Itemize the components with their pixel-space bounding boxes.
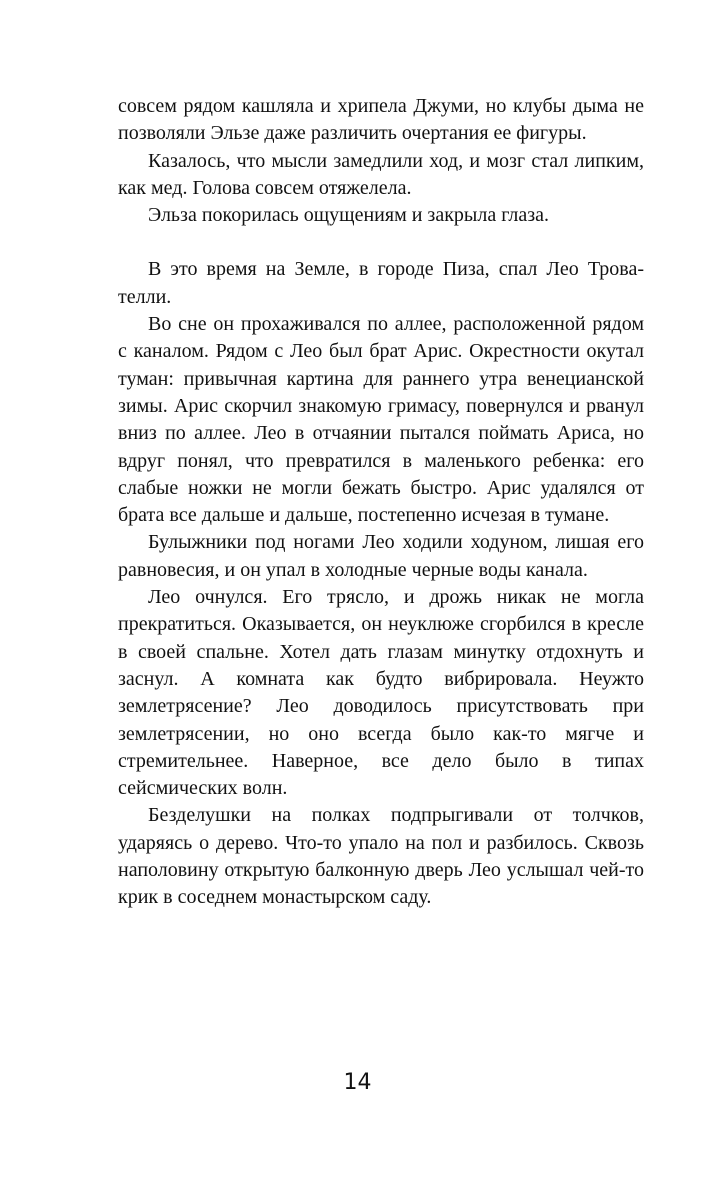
paragraph: Эльза покорилась ощущениям и закрыла глаза. — [148, 204, 550, 227]
section-break — [118, 229, 644, 256]
paragraph: Безделушки на полках подпрыгивали от толчков, ударяясь о дерево. Что-то упало на пол и разбилось. Сквозь наполовину открытую балконную дверь Лео услышал чей-то крик в соседнем монастырском саду. — [118, 804, 644, 909]
paragraph: Казалось, что мысли замедлили ход, и мозг стал липким, как мед. Голова совсем отяжелела. — [118, 149, 644, 199]
paragraph-continued: совсем рядом кашляла и хрипела Джуми, но клубы дыма не позволяли Эльзе даже различить очертания ее фигуры. — [118, 95, 644, 145]
page-number: 14 — [343, 1070, 372, 1095]
paragraph: Булыжники под ногами Лео ходили ходуном, лишая его равновесия, и он упал в холодные черные воды канала. — [118, 531, 644, 581]
paragraph: Во сне он прохаживался по аллее, расположенной рядом с каналом. Рядом с Лео был брат Арис. Окрестности окутал туман: привычная картина для раннего утра венецианской зимы. Арис скорчил знакомую гримасу, повернулся и рванул вниз по аллее. Лео в отчаянии пытался поймать Ариса, но вдруг понял, что превратился в маленького ребенка: его слабые ножки не могли бежать быстро. Арис удалялся от брата все дальше и дальше, постепенно исчезая в тумане. — [118, 313, 644, 527]
paragraph: Лео очнулся. Его трясло, и дрожь никак не могла прекратиться. Оказывается, он неуклюже сгорбился в кресле в своей спальне. Хотел дать глазам минутку отдохнуть и заснул. А комната как будто вибрировала. Неужто землетрясение? Лео доводилось присутствовать при землетрясении, но оно всегда было как-то мягче и стремительнее. Наверное, все дело было в типах сейсмических волн. — [118, 586, 644, 800]
paragraph: В это время на Земле, в городе Пиза, спал Лео Трователли. — [118, 258, 644, 308]
body-text — [118, 93, 644, 912]
